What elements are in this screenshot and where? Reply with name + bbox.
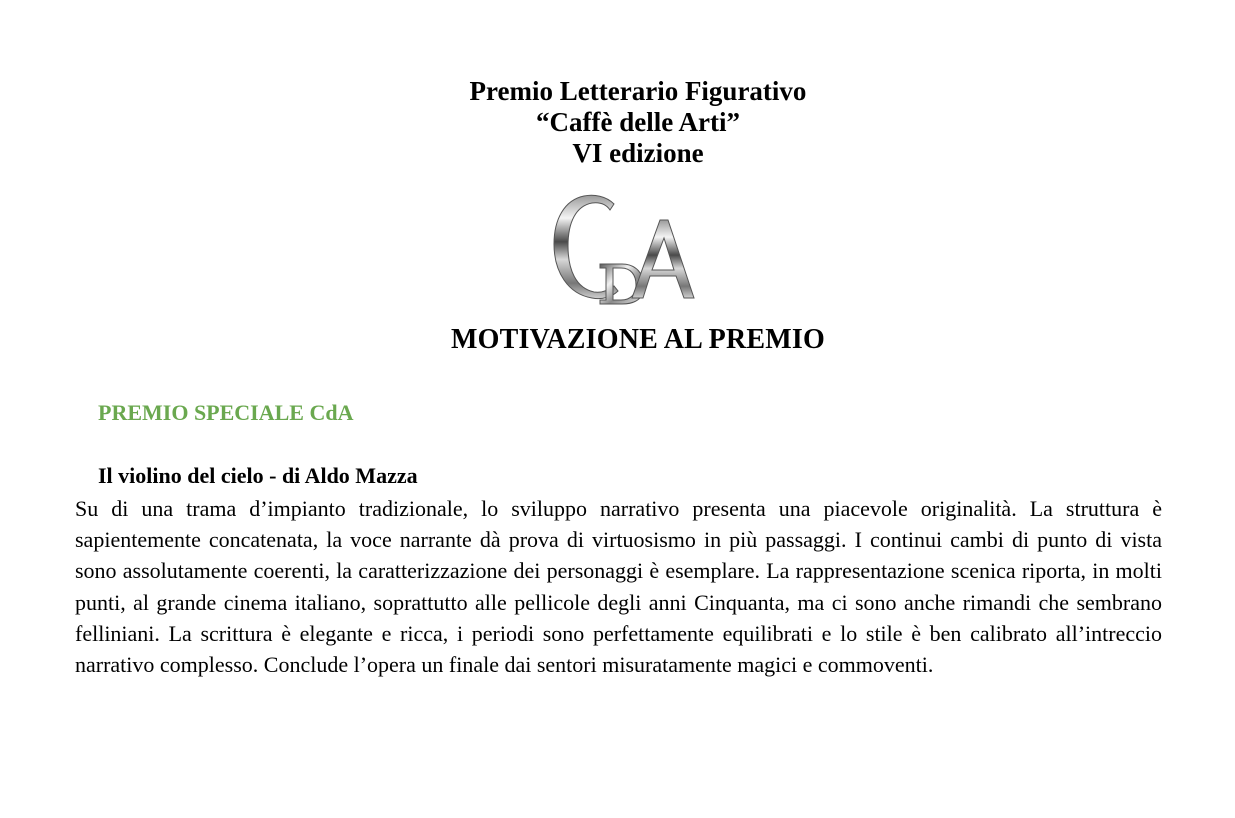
cda-logo: [548, 190, 702, 306]
motivation-text: Su di una trama d’impianto tradizionale, lo sviluppo narrativo presenta una piacevole originalità. La struttura è sapientemente concatenata, la voce narrante dà prova di virtuosismo in più passaggi. I continui cambi di punto di vista sono assolutamente coerenti, la caratterizzazione dei personaggi è esemplare. La rappresentazione scenica riporta, in molti punti, al grande cinema italiano, soprattutto alle pellicole degli anni Cinquanta, ma ci sono anche rimandi che sembrano felliniani. La scrittura è elegante e ricca, i periodi sono perfettamente equilibrati e lo stile è ben calibrato all’intreccio narrativo complesso. Conclude l’opera un finale dai sentori misuratamente magici e commoventi.: [75, 496, 1162, 678]
work-title: Il violino del cielo - di Aldo Mazza: [98, 463, 418, 488]
award-category: PREMIO SPECIALE CdA: [98, 400, 354, 425]
prize-name: Premio Letterario Figurativo: [469, 76, 807, 106]
document-header: [0, 76, 1235, 169]
logo-letter-a: [632, 220, 694, 298]
edition: VI edizione: [572, 138, 704, 168]
section-title: MOTIVAZIONE AL PREMIO: [451, 324, 825, 355]
prize-subtitle: “Caffè delle Arti”: [536, 107, 740, 137]
